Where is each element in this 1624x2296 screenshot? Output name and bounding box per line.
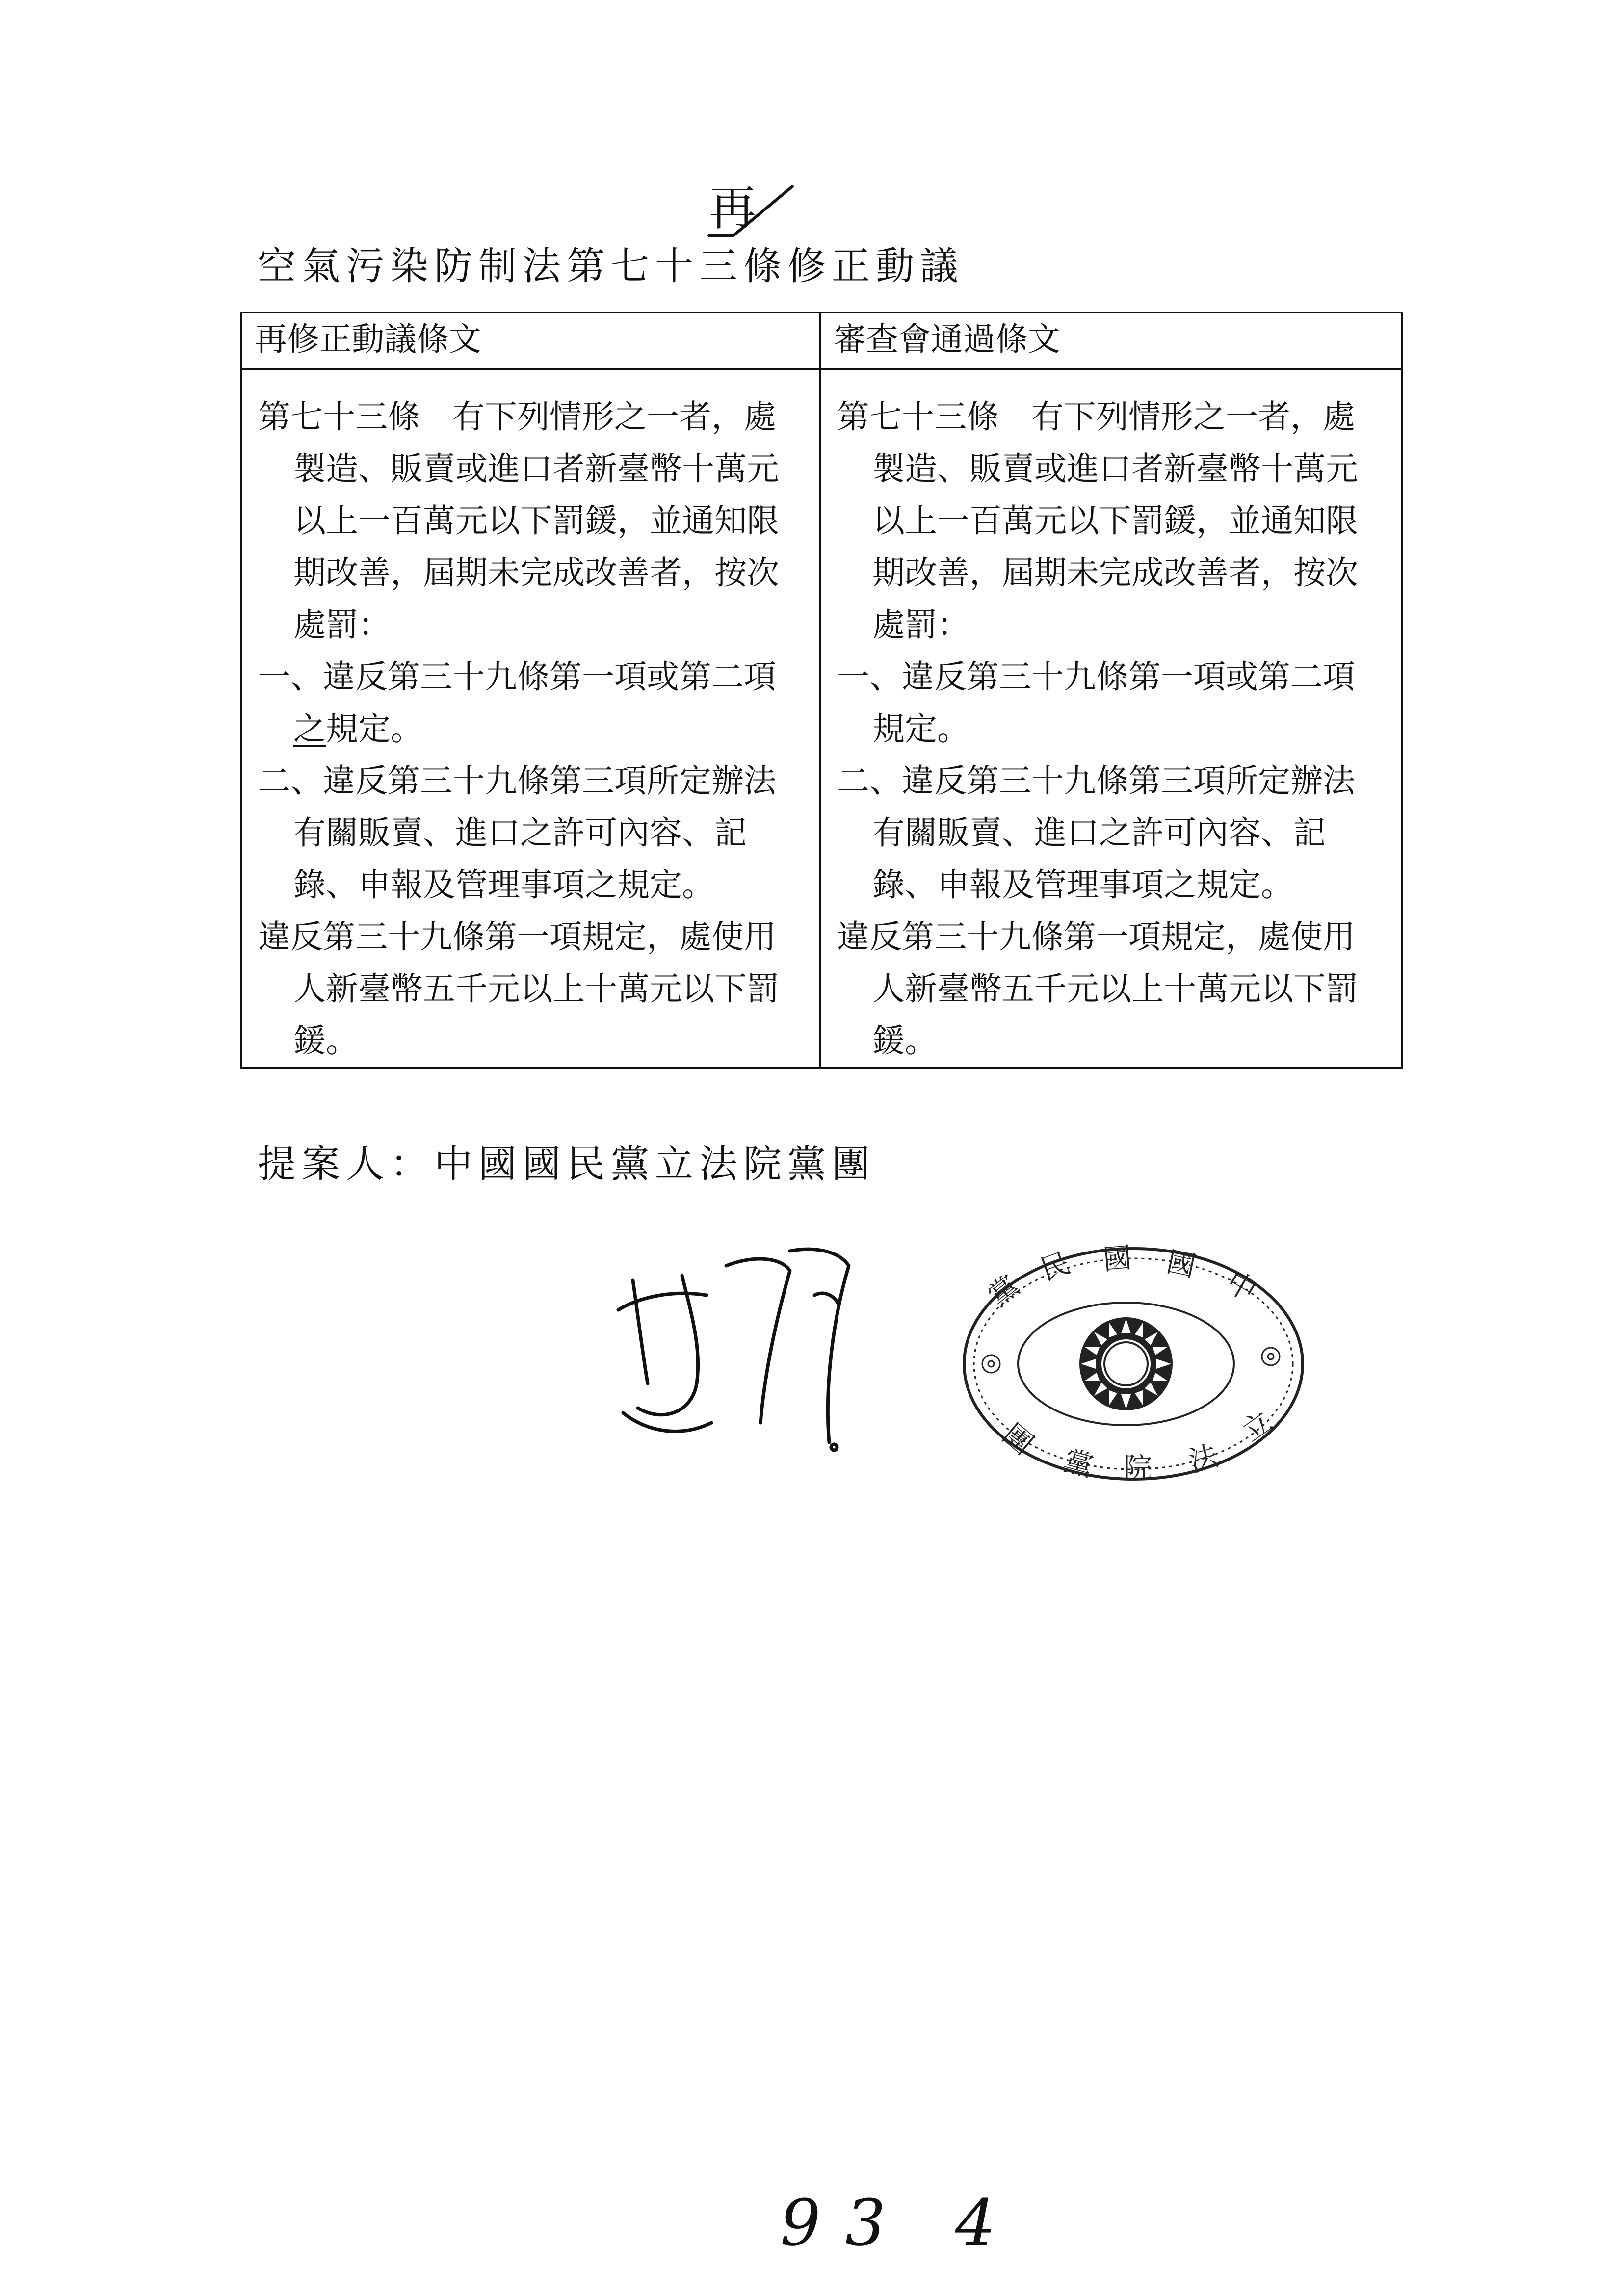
article-main-paragraph: 第七十三條 有下列情形之一者，處製造、販賣或進口者新臺幣十萬元以上一百萬元以下罰鍰，並通知限期改善，屆期未完成改善者，按次處罰： <box>837 398 1358 644</box>
item-one <box>258 651 804 755</box>
svg-text:中: 中 <box>1221 1265 1262 1308</box>
item-one-text: 一、違反第三十九條第一項或第二項 <box>258 658 776 696</box>
item-one: 一、違反第三十九條第一項或第二項規定。 <box>837 658 1355 748</box>
item-one-underlined-text: 之 <box>293 710 326 748</box>
party-caucus-seal <box>957 1241 1310 1487</box>
proposer-line: 提案人：中國國民黨立法院黨團 <box>258 1142 876 1186</box>
svg-text:團: 團 <box>996 1417 1040 1461</box>
seal-emblem-icon <box>957 1241 1310 1487</box>
table-row <box>241 369 1402 1068</box>
handwritten-signature <box>603 1236 878 1472</box>
handwritten-page-number: 93 4 <box>780 2186 1021 2260</box>
handwritten-correction-text: 再 <box>709 181 756 236</box>
item-one-tail-text: 規定。 <box>326 710 423 748</box>
amendment-comparison-table <box>240 312 1403 1069</box>
svg-text:法: 法 <box>1185 1438 1222 1479</box>
signature-icon <box>603 1236 878 1472</box>
svg-text:國: 國 <box>1101 1241 1133 1277</box>
item-two: 二、違反第三十九條第三項所定辦法有關販賣、進口之許可內容、記錄、申報及管理事項之規定。 <box>258 762 776 904</box>
committee-passed-cell <box>820 369 1402 1068</box>
svg-text:國: 國 <box>1164 1245 1199 1283</box>
svg-text:黨: 黨 <box>1060 1443 1097 1484</box>
svg-text:黨: 黨 <box>982 1269 1025 1313</box>
document-title: 空氣污染防制法第七十三條修正動議 <box>258 244 965 288</box>
svg-text:立: 立 <box>1236 1404 1279 1448</box>
svg-text:民: 民 <box>1036 1246 1074 1287</box>
article-main-paragraph: 第七十三條 有下列情形之一者，處製造、販賣或進口者新臺幣十萬元以上一百萬元以下罰鍰，並通知限期改善，屆期未完成改善者，按次處罰： <box>258 398 779 644</box>
second-paragraph: 違反第三十九條第一項規定，處使用人新臺幣五千元以上十萬元以下罰鍰。 <box>258 918 779 1060</box>
table-header-row <box>241 313 1402 369</box>
svg-text:院: 院 <box>1124 1451 1153 1485</box>
header-committee-passed: 審查會通過條文 <box>820 313 1402 369</box>
item-two: 二、違反第三十九條第三項所定辦法有關販賣、進口之許可內容、記錄、申報及管理事項之規定。 <box>837 762 1355 904</box>
header-revised-motion: 再修正動議條文 <box>241 313 820 369</box>
second-paragraph: 違反第三十九條第一項規定，處使用人新臺幣五千元以上十萬元以下罰鍰。 <box>837 918 1358 1060</box>
revised-motion-cell <box>241 369 820 1068</box>
